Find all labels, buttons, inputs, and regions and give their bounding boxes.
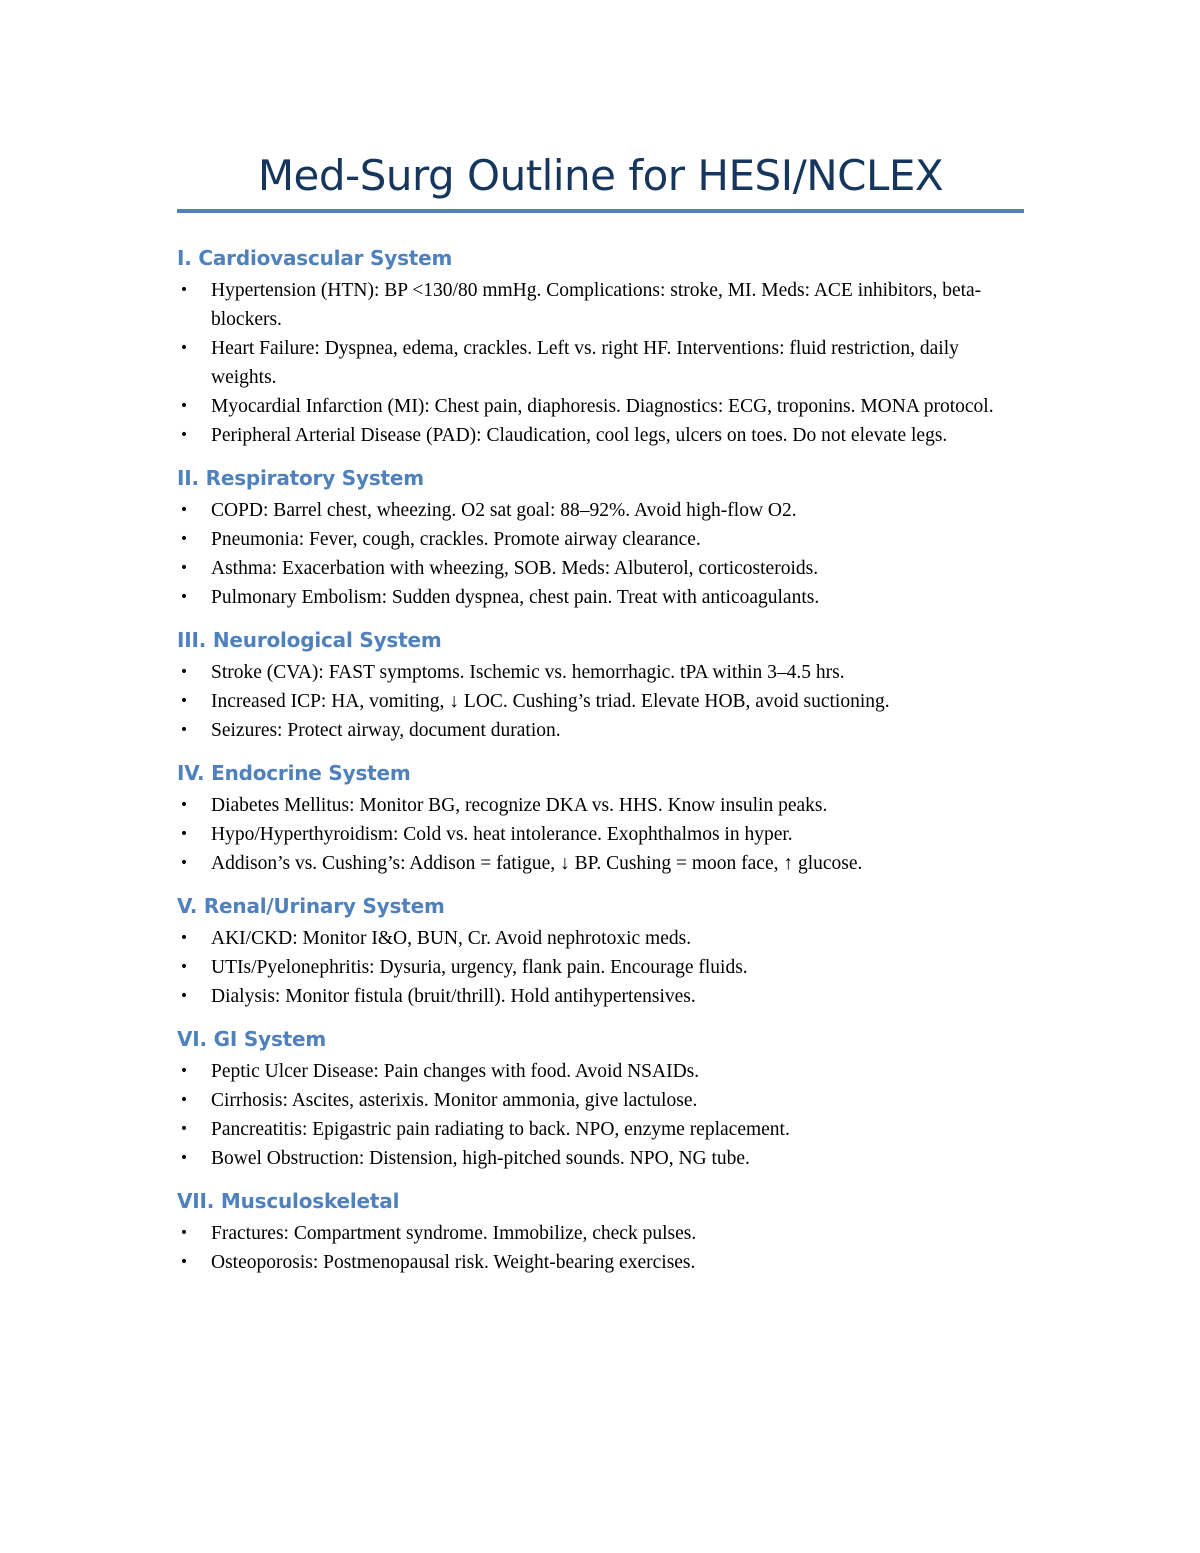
section-heading: I. Cardiovascular System — [177, 246, 453, 270]
bullet-point-icon: • — [179, 855, 189, 871]
outline-body — [177, 244, 1024, 1291]
bullet-text: Fractures: Compartment syndrome. Immobilize, check pulses. — [211, 1223, 697, 1244]
bullet-list — [177, 924, 1024, 1011]
bullet-text: Hypo/Hyperthyroidism: Cold vs. heat intolerance. Exophthalmos in hyper. — [211, 824, 793, 845]
section-heading: III. Neurological System — [177, 628, 442, 652]
bullet-text: Addison’s vs. Cushing’s: Addison = fatigue, ↓ BP. Cushing = moon face, ↑ glucose. — [211, 853, 863, 874]
bullet-text: COPD: Barrel chest, wheezing. O2 sat goal: 88–92%. Avoid high-flow O2. — [211, 500, 797, 521]
bullet-text: Diabetes Mellitus: Monitor BG, recognize DKA vs. HHS. Know insulin peaks. — [211, 795, 828, 816]
bullet-list — [177, 658, 1024, 745]
bullet-item — [177, 1144, 1024, 1173]
bullet-list — [177, 791, 1024, 878]
bullet-list — [177, 1219, 1024, 1277]
bullet-text: Hypertension (HTN): BP <130/80 mmHg. Complications: stroke, MI. Meds: ACE inhibitors, beta-blockers. — [211, 280, 982, 330]
section-heading: II. Respiratory System — [177, 466, 424, 490]
bullet-text: Seizures: Protect airway, document duration. — [211, 720, 561, 741]
bullet-point-icon: • — [179, 664, 189, 680]
bullet-item — [177, 687, 1024, 716]
bullet-list — [177, 276, 1024, 450]
outline-section — [177, 464, 1024, 612]
bullet-item — [177, 658, 1024, 687]
outline-section — [177, 626, 1024, 745]
bullet-point-icon: • — [179, 427, 189, 443]
outline-section — [177, 759, 1024, 878]
section-heading: IV. Endocrine System — [177, 761, 411, 785]
bullet-text: Dialysis: Monitor fistula (bruit/thrill). Hold antihypertensives. — [211, 986, 696, 1007]
bullet-text: AKI/CKD: Monitor I&O, BUN, Cr. Avoid nephrotoxic meds. — [211, 928, 692, 949]
outline-section — [177, 1187, 1024, 1277]
bullet-item — [177, 421, 1024, 450]
bullet-item — [177, 583, 1024, 612]
bullet-text: Pneumonia: Fever, cough, crackles. Promote airway clearance. — [211, 529, 701, 550]
bullet-point-icon: • — [179, 693, 189, 709]
bullet-text: Asthma: Exacerbation with wheezing, SOB. Meds: Albuterol, corticosteroids. — [211, 558, 819, 579]
bullet-item — [177, 392, 1024, 421]
bullet-item — [177, 1057, 1024, 1086]
bullet-point-icon: • — [179, 1063, 189, 1079]
bullet-text: Pulmonary Embolism: Sudden dyspnea, chest pain. Treat with anticoagulants. — [211, 587, 820, 608]
bullet-item — [177, 953, 1024, 982]
bullet-point-icon: • — [179, 1092, 189, 1108]
bullet-item — [177, 276, 1024, 334]
bullet-point-icon: • — [179, 340, 189, 356]
bullet-text: Peripheral Arterial Disease (PAD): Claudication, cool legs, ulcers on toes. Do not elevate legs. — [211, 425, 948, 446]
outline-section — [177, 1025, 1024, 1173]
bullet-point-icon: • — [179, 797, 189, 813]
bullet-item — [177, 1248, 1024, 1277]
bullet-point-icon: • — [179, 1225, 189, 1241]
bullet-text: Heart Failure: Dyspnea, edema, crackles. Left vs. right HF. Interventions: fluid restriction, daily weights. — [211, 338, 959, 388]
bullet-text: Osteoporosis: Postmenopausal risk. Weight-bearing exercises. — [211, 1252, 696, 1273]
bullet-item — [177, 791, 1024, 820]
bullet-item — [177, 525, 1024, 554]
bullet-point-icon: • — [179, 282, 189, 298]
bullet-point-icon: • — [179, 502, 189, 518]
bullet-text: Increased ICP: HA, vomiting, ↓ LOC. Cushing’s triad. Elevate HOB, avoid suctioning. — [211, 691, 890, 712]
bullet-point-icon: • — [179, 988, 189, 1004]
bullet-point-icon: • — [179, 826, 189, 842]
bullet-text: Stroke (CVA): FAST symptoms. Ischemic vs. hemorrhagic. tPA within 3–4.5 hrs. — [211, 662, 845, 683]
outline-section — [177, 892, 1024, 1011]
bullet-item — [177, 1115, 1024, 1144]
bullet-item — [177, 982, 1024, 1011]
bullet-point-icon: • — [179, 589, 189, 605]
bullet-text: Peptic Ulcer Disease: Pain changes with food. Avoid NSAIDs. — [211, 1061, 700, 1082]
section-heading: VII. Musculoskeletal — [177, 1189, 400, 1213]
bullet-list — [177, 1057, 1024, 1173]
bullet-item — [177, 716, 1024, 745]
bullet-item — [177, 496, 1024, 525]
bullet-list — [177, 496, 1024, 612]
bullet-text: Cirrhosis: Ascites, asterixis. Monitor ammonia, give lactulose. — [211, 1090, 698, 1111]
bullet-point-icon: • — [179, 1254, 189, 1270]
section-heading: VI. GI System — [177, 1027, 327, 1051]
document-title: Med-Surg Outline for HESI/NCLEX — [257, 151, 944, 200]
bullet-text: Bowel Obstruction: Distension, high-pitched sounds. NPO, NG tube. — [211, 1148, 750, 1169]
bullet-text: UTIs/Pyelonephritis: Dysuria, urgency, flank pain. Encourage fluids. — [211, 957, 748, 978]
bullet-text: Myocardial Infarction (MI): Chest pain, diaphoresis. Diagnostics: ECG, troponins. MONA protocol. — [211, 396, 994, 417]
outline-section — [177, 244, 1024, 450]
bullet-item — [177, 849, 1024, 878]
bullet-text: Pancreatitis: Epigastric pain radiating to back. NPO, enzyme replacement. — [211, 1119, 790, 1140]
title-underline — [177, 209, 1024, 213]
bullet-item — [177, 334, 1024, 392]
bullet-item — [177, 554, 1024, 583]
bullet-item — [177, 820, 1024, 849]
bullet-point-icon: • — [179, 560, 189, 576]
bullet-point-icon: • — [179, 398, 189, 414]
section-heading: V. Renal/Urinary System — [177, 894, 445, 918]
bullet-item — [177, 1086, 1024, 1115]
bullet-point-icon: • — [179, 722, 189, 738]
bullet-item — [177, 1219, 1024, 1248]
bullet-point-icon: • — [179, 930, 189, 946]
bullet-point-icon: • — [179, 531, 189, 547]
bullet-point-icon: • — [179, 1121, 189, 1137]
bullet-point-icon: • — [179, 1150, 189, 1166]
bullet-point-icon: • — [179, 959, 189, 975]
bullet-item — [177, 924, 1024, 953]
